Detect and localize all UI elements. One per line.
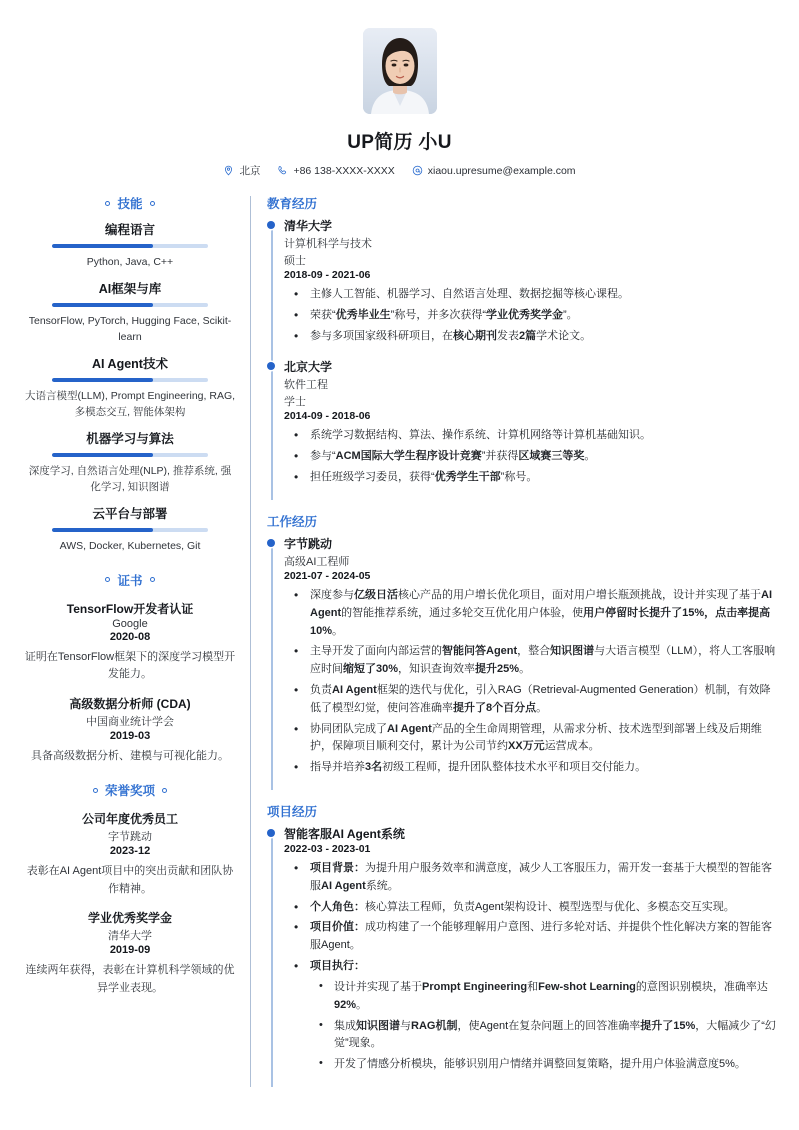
work-period: 2021-07 - 2024-05 — [284, 569, 371, 582]
skill-item — [22, 279, 238, 345]
list-item: • 主导开发了面向内部运营的智能问答Agent，整合知识图谱与大语言模型（LLM），将人工客服响应时间缩短了30%，知识查询效率提升25%。 — [284, 643, 777, 679]
awards-heading-text: 荣誉奖项 — [104, 784, 155, 799]
award-item-title: 学业优秀奖学金 — [87, 911, 172, 926]
award-item — [22, 810, 238, 898]
list-item: • 系统学习数据结构、算法、操作系统、计算机网络等计算机基础知识。 — [284, 427, 777, 445]
awards-heading — [22, 781, 238, 799]
list-item: • 项目价值：成功构建了一个能够理解用户意图、进行多轮对话、并提供个性化解决方案的智能客服Agent。 — [284, 919, 777, 955]
certificate-item-title: 高级数据分析师 (CDA) — [69, 696, 191, 711]
skills-section — [22, 194, 238, 555]
skill-item — [22, 354, 238, 420]
project-name: 智能客服AI Agent系统 — [284, 827, 405, 841]
awards-section — [22, 781, 238, 997]
list-item: • 荣获“优秀毕业生”称号，并多次获得“学业优秀奖学金”。 — [284, 307, 777, 325]
skill-name: AI Agent技术 — [92, 357, 168, 372]
project-heading: 项目经历 — [267, 805, 318, 819]
certificate-item-title: TensorFlow开发者认证 — [66, 601, 194, 616]
education-timeline — [267, 217, 777, 500]
ring-right-icon — [150, 201, 155, 206]
skill-name: 机器学习与算法 — [86, 432, 174, 447]
resume-body — [22, 194, 777, 1087]
skill-items: Python, Java, C++ — [86, 255, 174, 268]
list-item: • 参与“ACM国际大学生程序设计竞赛”并获得区域赛三等奖。 — [284, 448, 777, 466]
ring-left-icon — [105, 201, 110, 206]
education-org: 清华大学 — [284, 219, 333, 233]
award-item-title: 公司年度优秀员工 — [81, 812, 178, 827]
phone-icon — [277, 165, 288, 176]
work-timeline — [267, 535, 777, 790]
skills-heading-text: 技能 — [117, 197, 143, 211]
project-bullets — [284, 860, 777, 1074]
education-org: 北京大学 — [284, 360, 333, 375]
education-major: 计算机科学与技术 — [284, 238, 372, 250]
work-section — [267, 512, 777, 790]
list-item: • 主修人工智能、机器学习、自然语言处理、数据挖掘等核心课程。 — [284, 286, 777, 304]
certificate-item-desc: 具备高级数据分析、建模与可视化能力。 — [31, 749, 229, 762]
work-role: 高级AI工程师 — [284, 555, 350, 568]
skills-list — [22, 220, 238, 555]
education-bullets — [284, 427, 777, 486]
certificate-item-issuer: 中国商业统计学会 — [86, 715, 174, 728]
skill-item — [22, 504, 238, 554]
work-item — [284, 535, 777, 790]
skill-level-bar — [52, 528, 208, 532]
sub-list-item: • 集成知识图谱与RAG机制，使Agent在复杂问题上的回答准确率提升了15%，大幅减少了“幻觉”现象。 — [310, 1018, 777, 1054]
award-item-issuer: 字节跳动 — [108, 831, 152, 844]
certificate-item-issuer: Google — [112, 617, 148, 630]
certificate-item-date: 2019-03 — [109, 729, 151, 742]
ring-left-icon — [105, 577, 110, 582]
sub-list-item: • 开发了情感分析模块，能够识别用户情绪并调整回复策略，提升用户体验满意度5%。 — [310, 1056, 777, 1074]
education-period: 2014-09 - 2018-06 — [284, 410, 371, 423]
skill-name: AI框架与库 — [98, 282, 162, 297]
sub-list-item: • 设计并实现了基于Prompt Engineering和Few-shot Learning的意图识别模块，准确率达92%。 — [310, 979, 777, 1015]
award-item-date: 2019-09 — [109, 944, 151, 957]
main-column — [251, 194, 777, 1087]
list-item: • 指导并培养3名初级工程师，提升团队整体技术水平和项目交付能力。 — [284, 759, 777, 777]
education-item — [284, 358, 777, 499]
certificate-item — [22, 695, 238, 766]
skill-item — [22, 429, 238, 495]
awards-list — [22, 810, 238, 997]
contact-email — [412, 165, 576, 177]
resume-header — [22, 14, 777, 178]
contact-location — [223, 163, 260, 178]
list-item: • 项目执行： • 设计并实现了基于Prompt Engineering和Few-shot Learning的意图识别模块，准确率达92%。 • 集成知识图谱与RAG机制，使Agent在复杂问题上的回答准确率提升了15%，大幅减少了“幻觉”现象。 • 开发了情感分析模块，能够识别用户情绪并调整回复策略，提升用户体验满意度5%。 — [284, 958, 777, 1074]
contact-phone — [277, 165, 394, 177]
page-title: UP简历 小U — [347, 132, 452, 153]
education-degree: 学士 — [284, 396, 306, 409]
education-item — [284, 217, 777, 358]
education-period: 2018-09 - 2021-06 — [284, 269, 371, 281]
certificates-section — [22, 571, 238, 766]
list-item: • 担任班级学习委员，获得“优秀学生干部”称号。 — [284, 469, 777, 487]
project-section — [267, 802, 777, 1087]
project-period: 2022-03 - 2023-01 — [284, 843, 371, 855]
award-item-issuer: 清华大学 — [108, 930, 152, 943]
education-major: 软件工程 — [284, 379, 328, 392]
ring-left-icon — [93, 788, 98, 793]
education-heading: 教育经历 — [267, 197, 318, 211]
skill-level-bar — [52, 453, 208, 457]
skill-items: AWS, Docker, Kubernetes, Git — [59, 539, 201, 552]
skill-level-bar — [52, 378, 208, 382]
list-item: • 深度参与亿级日活核心产品的用户增长优化项目，面对用户增长瓶颈挑战，设计并实现了基于AI Agent的智能推荐系统，通过多轮交互优化用户体验，使用户停留时长提升了15%，点击率提高10%。 — [284, 587, 777, 640]
ring-right-icon — [162, 788, 167, 793]
work-heading: 工作经历 — [267, 514, 318, 529]
certificate-item — [22, 600, 238, 684]
skill-name: 云平台与部署 — [92, 507, 168, 522]
skill-items: 深度学习, 自然语言处理(NLP), 推荐系统, 强化学习, 知识图谱 — [28, 464, 232, 493]
skills-heading — [22, 194, 238, 212]
contact-location-text: 北京 — [239, 165, 261, 177]
certificate-item-date: 2020-08 — [109, 630, 151, 643]
contact-email-text: xiaou.upresume@example.com — [427, 164, 576, 177]
award-item-desc: 连续两年获得，表彰在计算机科学领域的优异学业表现。 — [25, 964, 235, 995]
skill-item — [22, 220, 238, 270]
project-item — [284, 825, 777, 1087]
award-item-desc: 表彰在AI Agent项目中的突出贡献和团队协作精神。 — [26, 865, 234, 895]
work-bullets — [284, 587, 777, 777]
skill-level-bar — [52, 303, 208, 307]
certificates-heading — [22, 571, 238, 589]
skill-name: 编程语言 — [104, 223, 155, 237]
contact-phone-text: +86 138-XXXX-XXXX — [293, 164, 395, 177]
work-org: 字节跳动 — [284, 536, 333, 551]
contact-list — [22, 163, 777, 178]
certificate-item-desc: 证明在TensorFlow框架下的深度学习模型开发能力。 — [24, 650, 236, 681]
award-item-date: 2023-12 — [109, 845, 151, 858]
ring-right-icon — [150, 577, 155, 582]
location-icon — [223, 165, 234, 176]
skill-items: 大语言模型(LLM), Prompt Engineering, RAG, 多模态交互, 智能体架构 — [24, 389, 236, 418]
list-item: • 个人角色：核心算法工程师，负责Agent架构设计、模型选型与优化、多模态交互实现。 — [284, 899, 777, 917]
sidebar — [22, 194, 250, 1087]
education-section — [267, 194, 777, 500]
list-item: • 协同团队完成了AI Agent产品的全生命周期管理，从需求分析、技术选型到部署上线及后期维护，保障项目顺利交付，累计为公司节约XX万元运营成本。 — [284, 721, 777, 757]
education-bullets — [284, 286, 777, 345]
list-item: • 参与多项国家级科研项目，在核心期刊发表2篇学术论文。 — [284, 328, 777, 346]
education-degree: 硕士 — [284, 255, 306, 267]
email-icon — [412, 165, 423, 176]
skill-items: TensorFlow, PyTorch, Hugging Face, Scikit-learn — [28, 314, 232, 343]
project-timeline — [267, 825, 777, 1087]
certificates-heading-text: 证书 — [117, 573, 143, 588]
skill-level-bar — [52, 244, 208, 248]
list-item: • 项目背景：为提升用户服务效率和满意度，减少人工客服压力，需开发一套基于大模型的智能客服AI Agent系统。 — [284, 860, 777, 896]
list-item: • 负责AI Agent框架的迭代与优化，引入RAG（Retrieval-Augmented Generation）机制，有效降低了模型幻觉，使问答准确率提升了8个百分点。 — [284, 682, 777, 718]
project-sub-bullets — [310, 979, 777, 1074]
avatar — [363, 28, 437, 114]
award-item — [22, 909, 238, 997]
certificates-list — [22, 600, 238, 766]
